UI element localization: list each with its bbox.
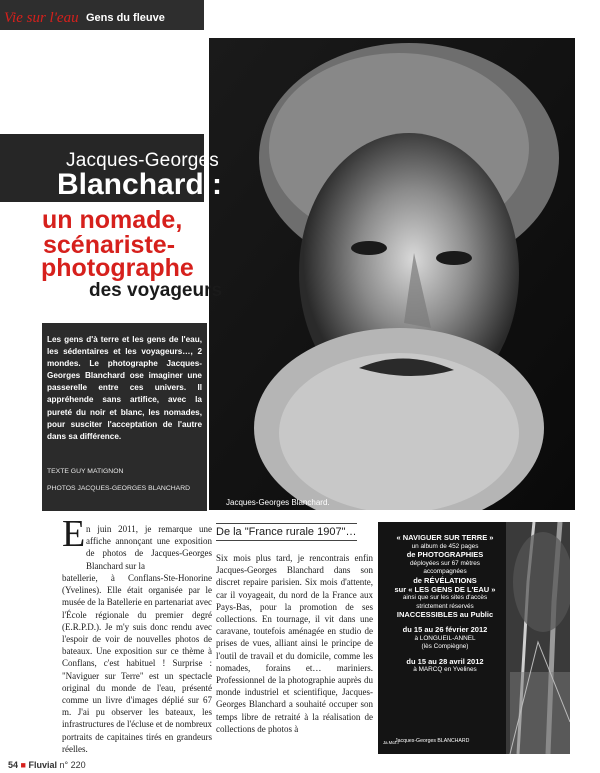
issue-number: n° 220 (59, 760, 86, 770)
photo-caption: Jacques-Georges Blanchard. (226, 498, 330, 507)
poster-line: du 15 au 28 avril 2012 (406, 656, 484, 666)
poster-line: à MARCQ en Yvelines (413, 666, 477, 674)
poster-line: du 15 au 26 février 2012 (402, 624, 488, 634)
poster-line: à LONGUEIL-ANNEL (414, 634, 476, 642)
square-bullet-icon: ■ (20, 760, 26, 770)
page-footer (8, 760, 86, 770)
column1-body: batellerie, à Conflans-Ste-Honorine (Yvelines). Elle était organisée par le musée de la Batellerie en partenariat avec l'École régionale du premier degré (E.R.P.D.). Je m'y suis donc rendu avec l'espoir de voir de nouvelles photos de bateaux. Une exposition sur ce thème à Conflans, c'est habituel ! Surprise : "Naviguer sur Terre" est un spectacle original du monde de l'eau, présenté comme un livre d'images déplié sur 67 m. J'ai pu observer les bateaux, les infrastructures de l'écluse et de nombreux portraits de capitaines tirés en grandeurs réelles. (62, 573, 212, 754)
drop-cap: E (62, 513, 86, 555)
poster-line: (lès Compiègne) (421, 643, 469, 651)
portrait-illustration (209, 38, 575, 510)
title-subtitle-line: photographe (41, 254, 194, 282)
title-subtitle-line: scénariste- (43, 231, 176, 259)
poster-line: INACCESSIBLES au Public (396, 610, 494, 620)
portrait-photo (209, 38, 575, 510)
poster-logo: Ja.Moz.l (383, 740, 399, 745)
poster-line: ainsi que sur les sites d'accès (402, 594, 488, 602)
poster-line: « NAVIGUER SUR TERRE » (396, 533, 494, 542)
subsection-label: Gens du fleuve (86, 12, 165, 24)
intro-text: Les gens d'à terre et les gens de l'eau, les sédentaires et les voyageurs…, 2 mondes. Le photographe Jacques-Georges Blanchard ose imaginer une passerelle entre ces univers. Il appréhende sans artifice, avec la pureté du noir et blanc, les nomades, pour susciter l'acceptation de l'autre dans sa différence. (47, 335, 202, 441)
title-last-name: Blanchard : (57, 168, 223, 201)
section-label: Vie sur l'eau (4, 10, 79, 26)
text-credit: TEXTE GUY MATIGNON (47, 468, 124, 475)
magazine-name: Fluvial (28, 760, 57, 770)
poster-text (381, 534, 509, 675)
poster-line: strictement réservés (416, 602, 474, 610)
photo-credit: PHOTOS JACQUES-GEORGES BLANCHARD (47, 485, 191, 492)
poster-line: déployées sur 67 mètres (410, 559, 480, 567)
column1-opening: n juin 2011, je remarque une affiche annonçant une exposition de photos de Jacques-Georges Blanchard sur la (86, 524, 212, 571)
poster-line: de PHOTOGRAPHIES (406, 550, 484, 560)
poster-line: sur « LES GENS DE L'EAU » (394, 584, 496, 594)
title-subtitle-line: un nomade, (42, 206, 183, 234)
poster-line: un album de 452 pages (411, 542, 479, 550)
column2-heading: De la "France rurale 1907"… (216, 523, 357, 541)
title-subtitle-line: des voyageurs (89, 280, 223, 301)
poster-line: de RÉVÉLATIONS (413, 575, 477, 585)
page-number: 54 (8, 760, 19, 770)
poster-credit: Jacques-Georges BLANCHARD (395, 738, 470, 744)
column2-body: Six mois plus tard, je rencontrais enfin Jacques-Georges Blanchard dans son discret repaire parisien. Six mois d'attente, car il voyageait, du nord de la France aux Pays-Bas, pour la promotion de ses collections. En tournage, il vit dans une caravane, toutefois aménagée en studio de prises de vues, alliant ainsi le principe de l'outil de travail et du domicile, comme les nomades, forains et… mariniers. Professionnel de la photographie auprès du monde industriel et scientifique, Jacques-Georges Blanchard a souhaité occuper son temps libre de retraité à la réalisation de collections de photos à (216, 553, 373, 734)
title-first-name: Jacques-Georges (66, 150, 219, 171)
poster-line: accompagnées (423, 568, 467, 576)
